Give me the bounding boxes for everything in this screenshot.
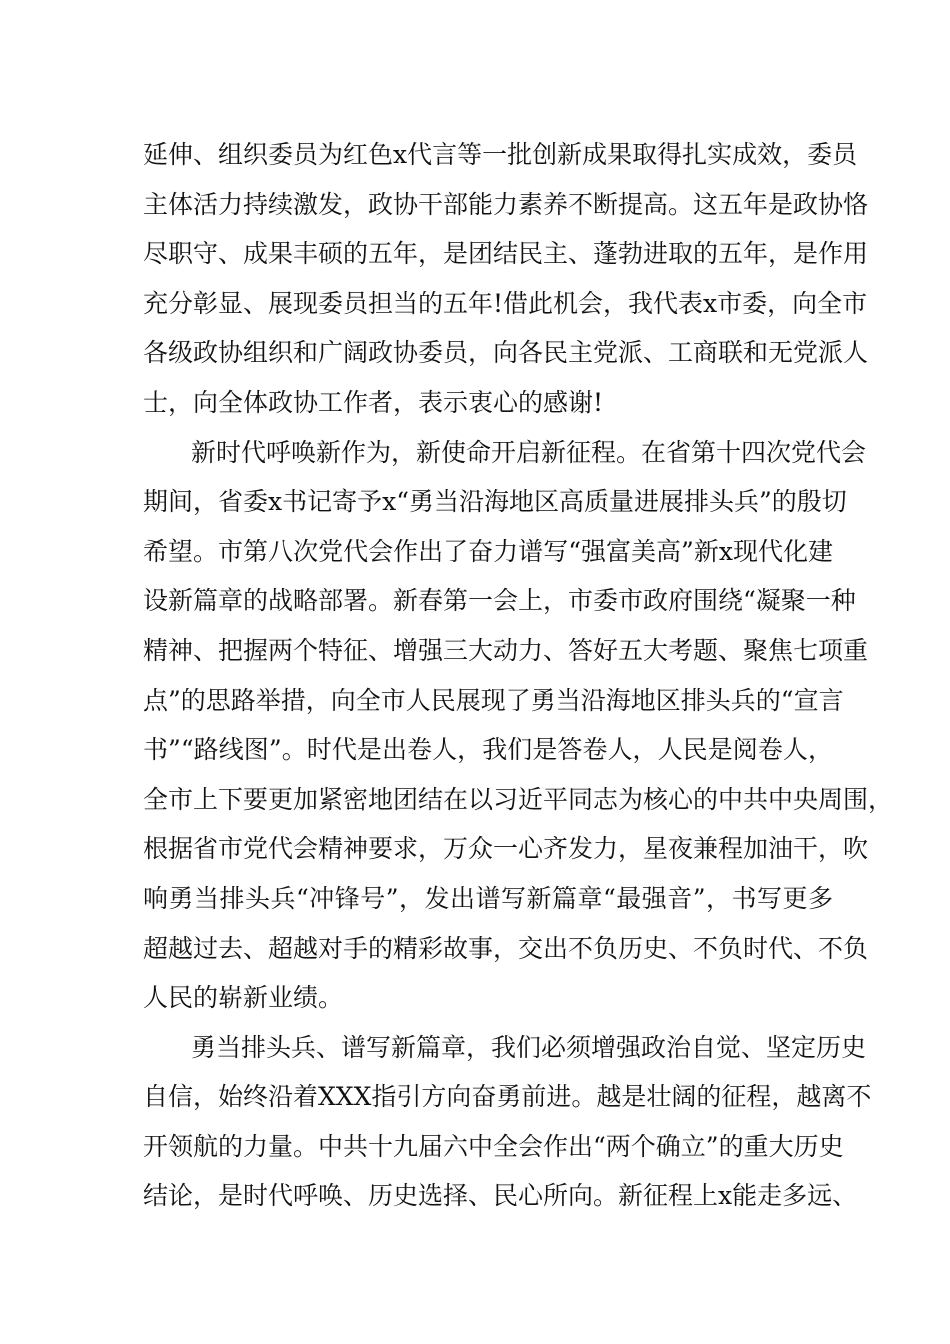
text-line: 开领航的力量。中共十九届六中全会作出“两个确立”的重大历史 (143, 1131, 844, 1161)
text-line: 超越过去、超越对手的精彩故事，交出不负历史、不负时代、不负 (143, 933, 869, 963)
text-line: 结论，是时代呼唤、历史选择、民心所向。新征程上x能走多远、 (143, 1181, 858, 1211)
text-line: 精神、把握两个特征、增强三大动力、答好五大考题、聚焦七项重 (143, 635, 869, 665)
text-line: 充分彰显、展现委员担当的五年!借此机会，我代表x市委，向全市 (143, 288, 868, 318)
text-line: 人民的崭新业绩。 (143, 983, 344, 1013)
text-line: 点”的思路举措，向全市人民展现了勇当沿海地区排头兵的“宣言 (143, 685, 844, 715)
text-line: 设新篇章的战略部署。新春第一会上，市委市政府围绕“凝聚一种 (143, 586, 856, 616)
text-line: 书”“路线图”。时代是出卷人，我们是答卷人，人民是阅卷人， (143, 735, 833, 765)
text-line: 各级政协组织和广阔政协委员，向各民主党派、工商联和无党派人 (143, 338, 869, 368)
body-text (143, 130, 894, 1221)
text-line: 自信，始终沿着XXX指引方向奋勇前进。越是壮阔的征程，越离不 (143, 1082, 872, 1112)
text-line: 全市上下要更加紧密地团结在以习近平同志为核心的中共中央周围， (143, 784, 894, 814)
text-line: 根据省市党代会精神要求，万众一心齐发力，星夜兼程加油干，吹 (143, 834, 869, 864)
text-line: 主体活力持续激发，政协干部能力素养不断提高。这五年是政协恪 (143, 189, 869, 219)
text-line: 响勇当排头兵“冲锋号”，发出谱写新篇章“最强音”，书写更多 (143, 883, 833, 913)
text-line: 士，向全体政协工作者，表示衷心的感谢! (143, 387, 604, 417)
text-line: 延伸、组织委员为红色x代言等一批创新成果取得扎实成效，委员 (143, 140, 858, 169)
text-line: 尽职守、成果丰硕的五年，是团结民主、蓬勃进取的五年，是作用 (143, 239, 869, 269)
text-line: 期间，省委x书记寄予x“勇当沿海地区高质量进展排头兵”的殷切 (143, 487, 847, 517)
text-line: 希望。市第八次党代会作出了奋力谱写“强富美高”新x现代化建 (143, 536, 833, 566)
text-line: 新时代呼唤新作为，新使命开启新征程。在省第十四次党代会 (191, 437, 867, 467)
text-line: 勇当排头兵、谱写新篇章，我们必须增强政治自觉、坚定历史 (191, 1032, 867, 1062)
